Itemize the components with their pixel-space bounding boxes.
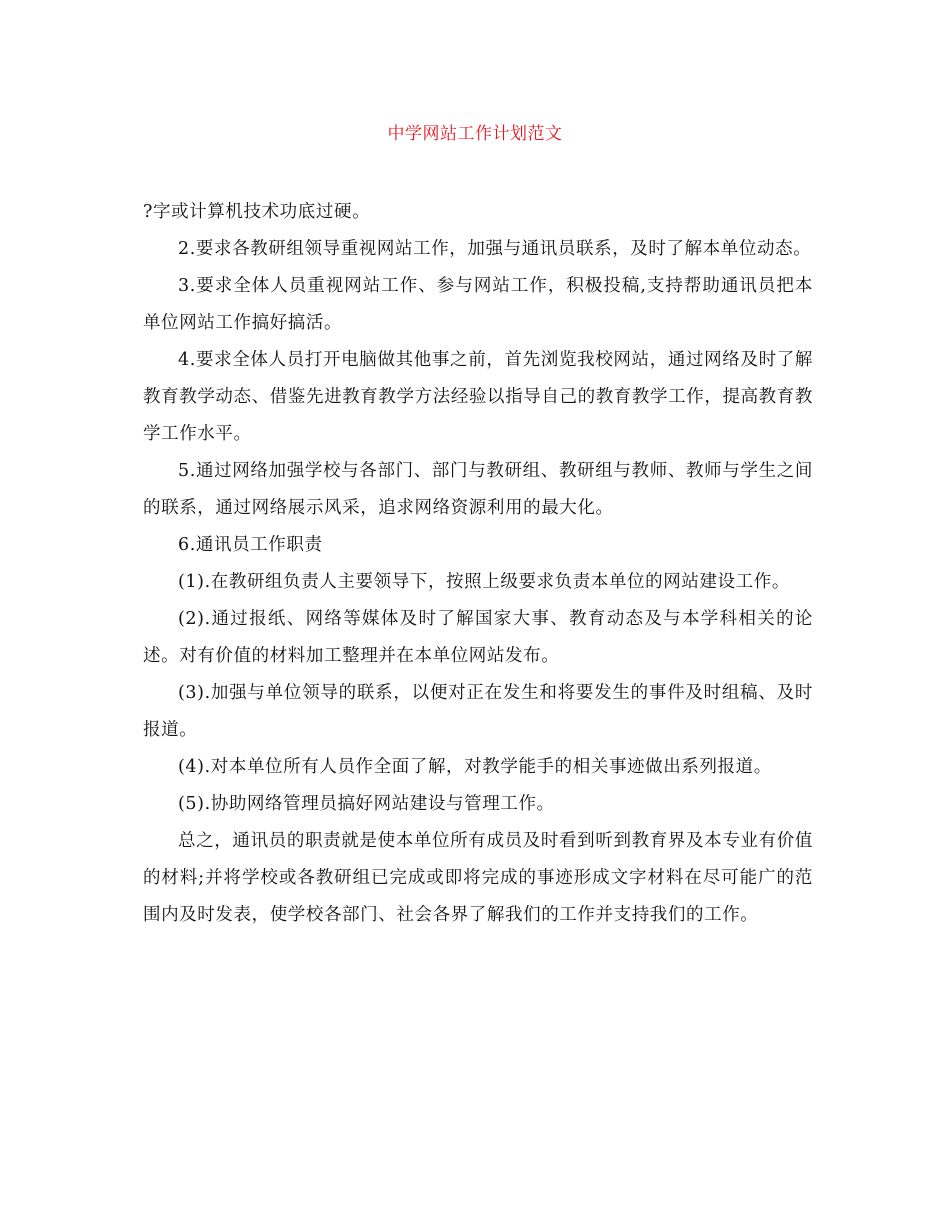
paragraph-item-5: 5.通过网络加强学校与各部门、部门与教研组、教研组与教师、教师与学生之间的联系，通过网络展示风采，追求网络资源利用的最大化。 xyxy=(143,461,813,518)
paragraph-item-2: 2.要求各教研组领导重视网站工作，加强与通讯员联系，及时了解本单位动态。 xyxy=(178,239,812,259)
duty-item-4: (4).对本单位所有人员作全面了解，对教学能手的相关事迹做出系列报道。 xyxy=(178,757,772,777)
duty-item-2: (2).通过报纸、网络等媒体及时了解国家大事、教育动态及与本学科相关的论述。对有价值的材料加工整理并在本单位网站发布。 xyxy=(143,609,813,666)
paragraph-continuation: ?字或计算机技术功底过硬。 xyxy=(143,202,371,222)
document-title: 中学网站工作计划范文 xyxy=(387,124,563,144)
document-body xyxy=(143,194,813,934)
paragraph-item-3: 3.要求全体人员重视网站工作、参与网站工作，积极投稿,支持帮助通讯员把本单位网站工作搞好搞活。 xyxy=(143,276,813,333)
section-heading-duties: 6.通讯员工作职责 xyxy=(178,535,323,555)
summary-paragraph: 总之，通讯员的职责就是使本单位所有成员及时看到听到教育界及本专业有价值的材料;并将学校或各教研组已完成或即将完成的事迹形成文字材料在尽可能广的范围内及时发表，使学校各部门、社会各界了解我们的工作并支持我们的工作。 xyxy=(143,831,813,925)
paragraph-item-4: 4.要求全体人员打开电脑做其他事之前，首先浏览我校网站，通过网络及时了解教育教学动态、借鉴先进教育教学方法经验以指导自己的教育教学工作，提高教育教学工作水平。 xyxy=(143,350,813,444)
duty-item-5: (5).协助网络管理员搞好网站建设与管理工作。 xyxy=(178,794,555,814)
duty-item-3: (3).加强与单位领导的联系，以便对正在发生和将要发生的事件及时组稿、及时报道。 xyxy=(143,683,813,740)
duty-item-1: (1).在教研组负责人主要领导下，按照上级要求负责本单位的网站建设工作。 xyxy=(178,572,790,592)
